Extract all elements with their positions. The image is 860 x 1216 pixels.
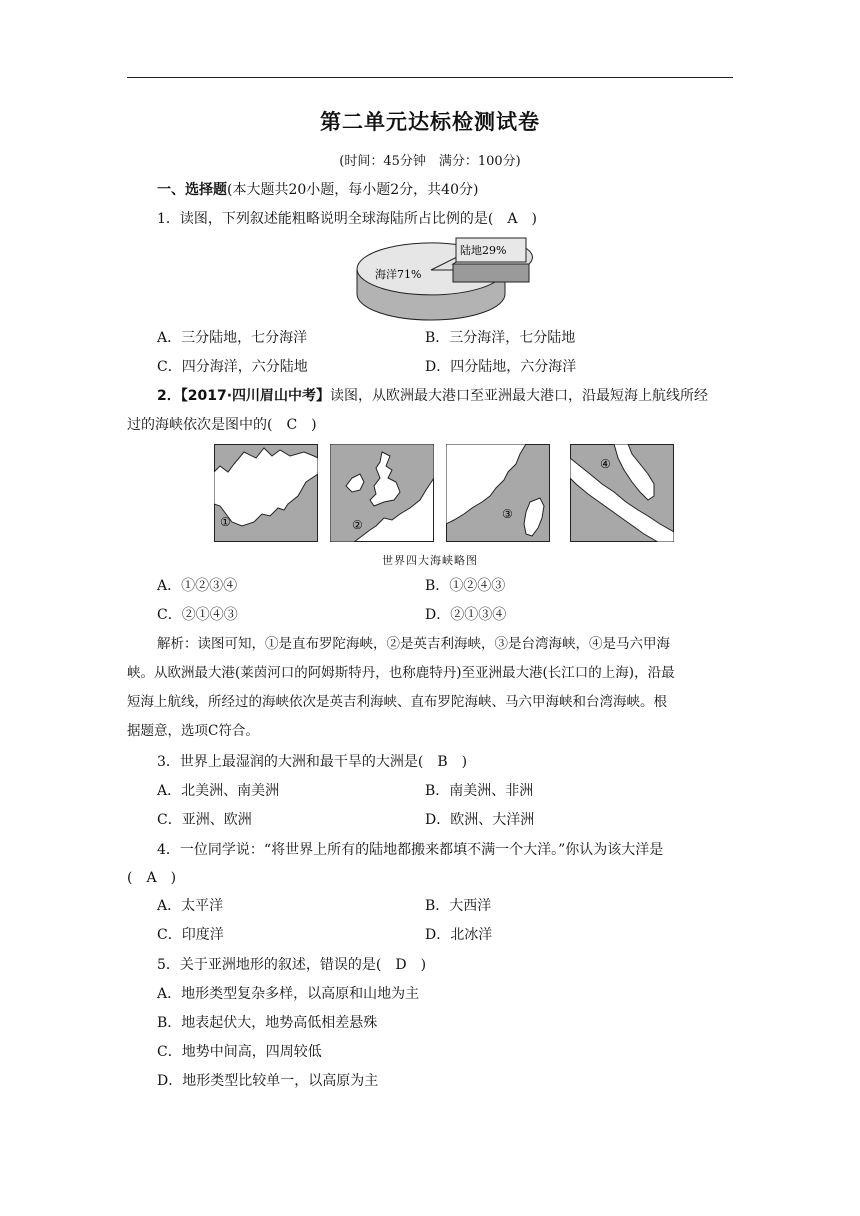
q4-stem-line2: ( A ) bbox=[127, 870, 177, 886]
q1-option-b[interactable]: B．三分海洋，七分陆地 bbox=[425, 330, 576, 346]
q3-option-b[interactable]: B．南美洲、非洲 bbox=[425, 783, 534, 799]
map-marker-1: ① bbox=[220, 515, 231, 529]
q2-explanation-line1: 解析：读图可知，①是直布罗陀海峡，②是英吉利海峡，③是台湾海峡，④是马六甲海 bbox=[157, 636, 670, 652]
strait-map-3 bbox=[446, 444, 550, 542]
q2-option-d[interactable]: D．②①③④ bbox=[425, 607, 507, 623]
q3-option-d[interactable]: D．欧洲、大洋洲 bbox=[425, 812, 535, 828]
q2-option-c[interactable]: C．②①④③ bbox=[157, 607, 238, 623]
q5-stem: 5．关于亚洲地形的叙述，错误的是( D ) bbox=[157, 957, 427, 973]
pie-label-land: 陆地29% bbox=[460, 244, 507, 257]
q4-option-b[interactable]: B．大西洋 bbox=[425, 898, 492, 914]
q5-option-a[interactable]: A．地形类型复杂多样，以高原和山地为主 bbox=[157, 986, 420, 1002]
q3-option-c[interactable]: C．亚洲、欧洲 bbox=[157, 812, 252, 828]
q4-option-d[interactable]: D．北冰洋 bbox=[425, 927, 493, 943]
page-subtitle: (时间：45分钟 满分：100分) bbox=[339, 154, 521, 169]
map-marker-2: ② bbox=[352, 518, 363, 532]
q2-explanation-line2: 峡。从欧洲最大港(莱茵河口的阿姆斯特丹，也称鹿特丹)至亚洲最大港(长江口的上海)，沿最 bbox=[127, 665, 675, 681]
map-marker-4: ④ bbox=[600, 457, 611, 471]
section-title: 一、选择题 bbox=[157, 182, 227, 198]
q4-stem-line1: 4．一位同学说：“将世界上所有的陆地都搬来都填不满一个大洋。”你认为该大洋是 bbox=[157, 842, 664, 858]
page-title: 第二单元达标检测试卷 bbox=[320, 110, 540, 134]
q1-stem: 1．读图，下列叙述能粗略说明全球海陆所占比例的是( A ) bbox=[157, 211, 537, 227]
q2-explanation-line4: 据题意，选项C符合。 bbox=[127, 723, 259, 739]
land-ocean-pie-chart bbox=[345, 232, 545, 322]
q2-stem-text: 读图，从欧洲最大港口至亚洲最大港口，沿最短海上航线所经 bbox=[330, 388, 709, 404]
section-heading bbox=[157, 180, 478, 200]
map-marker-3: ③ bbox=[502, 507, 513, 521]
pie-slice-land-side bbox=[453, 264, 529, 282]
strait-map-4 bbox=[570, 444, 674, 542]
q3-stem: 3．世界上最湿润的大洲和最干旱的大洲是( B ) bbox=[157, 754, 468, 770]
q2-source: 2．【2017·四川眉山中考】 bbox=[157, 388, 331, 404]
map-caption: 世界四大海峡略图 bbox=[382, 554, 478, 567]
q4-option-c[interactable]: C．印度洋 bbox=[157, 927, 224, 943]
q2-explanation-line3: 短海上航线，所经过的海峡依次是英吉利海峡、直布罗陀海峡、马六甲海峡和台湾海峡。根 bbox=[127, 694, 667, 710]
pie-label-ocean: 海洋71% bbox=[375, 268, 422, 281]
q1-option-a[interactable]: A．三分陆地，七分海洋 bbox=[157, 330, 308, 346]
q5-option-c[interactable]: C．地势中间高，四周较低 bbox=[157, 1044, 322, 1060]
q3-option-a[interactable]: A．北美洲、南美洲 bbox=[157, 783, 280, 799]
q5-option-d[interactable]: D．地形类型比较单一，以高原为主 bbox=[157, 1073, 379, 1089]
q2-option-a[interactable]: A．①②③④ bbox=[157, 578, 238, 594]
q2-stem-line2: 过的海峡依次是图中的( C ) bbox=[127, 417, 317, 433]
q2-stem-line1 bbox=[157, 386, 708, 406]
q5-option-b[interactable]: B．地表起伏大，地势高低相差悬殊 bbox=[157, 1015, 378, 1031]
top-rule bbox=[127, 77, 733, 78]
q4-option-a[interactable]: A．太平洋 bbox=[157, 898, 224, 914]
q1-option-c[interactable]: C．四分海洋，六分陆地 bbox=[157, 359, 308, 375]
q2-option-b[interactable]: B．①②④③ bbox=[425, 578, 506, 594]
strait-map-1 bbox=[214, 444, 318, 542]
strait-map-2 bbox=[330, 444, 434, 542]
section-note: (本大题共20小题，每小题2分，共40分) bbox=[227, 182, 479, 198]
q1-option-d[interactable]: D．四分陆地，六分海洋 bbox=[425, 359, 577, 375]
